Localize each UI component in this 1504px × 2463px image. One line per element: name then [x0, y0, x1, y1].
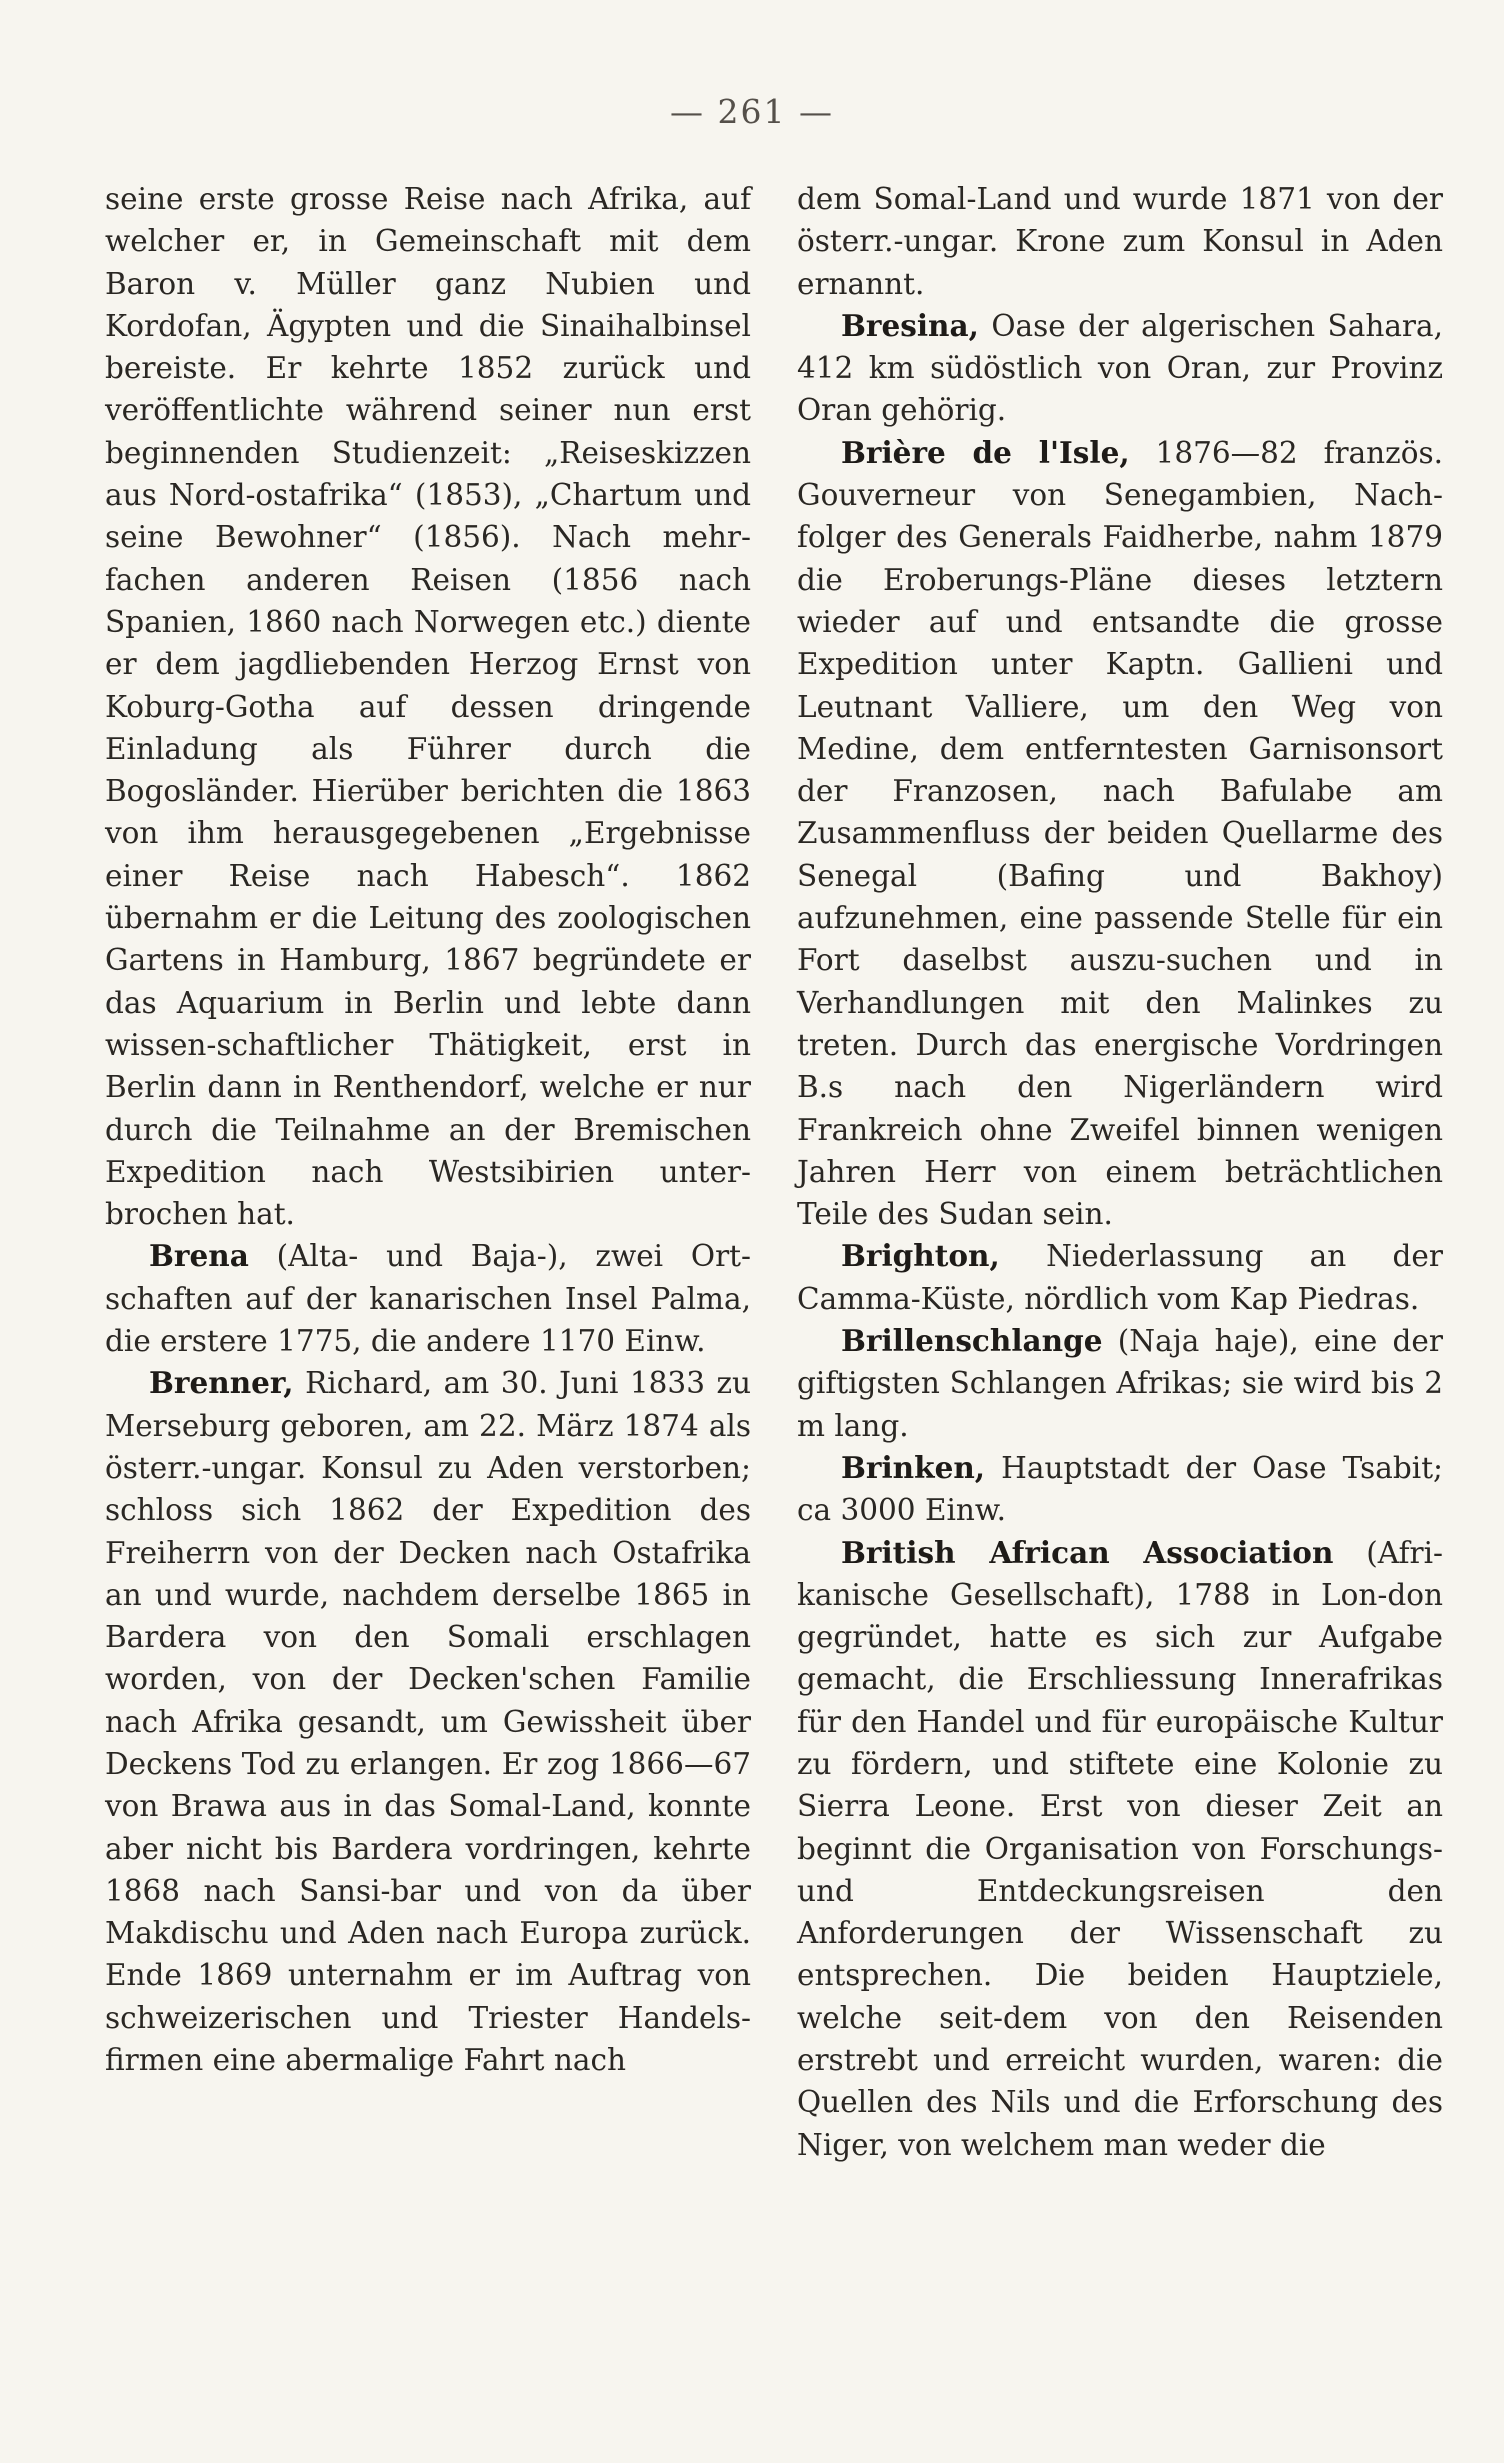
entry-headword: Bresina, [841, 307, 979, 343]
entry-text: (Afri-kanische Gesellschaft), 1788 in Lon-don gegründet, hatte es sich zur Aufgabe gemacht, die Erschliessung Innerafrikas für den Handel und für europäische Kultur zu fördern, und stiftete eine Kolonie zu Sierra Leone. Erst von dieser Zeit an beginnt die Organisation von Forschungs- und Entdeckungsreisen den Anforderungen der Wissenschaft zu entsprechen. Die beiden Hauptziele, welche seit-dem von den Reisenden erstrebt und erreicht wurden, waren: die Quellen des Nils und die Erforschung des Niger, von welchem man weder die [797, 1535, 1443, 2162]
entry-text: 1876—82 französ. Gouverneur von Senegambien, Nach-folger des Generals Faidherbe, nahm 1879 die Eroberungs-Pläne dieses letztern wieder auf und entsandte die grosse Expedition unter Kaptn. Gallieni und Leutnant Valliere, um den Weg von Medine, dem entferntesten Garnisonsort der Franzosen, nach Bafulabe am Zusammenfluss der beiden Quellarme des Senegal (Bafing und Bakhoy) aufzunehmen, eine passende Stelle für ein Fort daselbst auszu-suchen und in Verhandlungen mit den Malinkes zu treten. Durch das energische Vordringen B.s nach den Nigerländern wird Frankreich ohne Zweifel binnen wenigen Jahren Herr von einem beträchtlichen Teile des Sudan sein. [797, 435, 1444, 1232]
page-number: — 261 — [670, 92, 834, 131]
left-column [105, 178, 751, 2081]
continued-paragraph: dem Somal-Land und wurde 1871 von der österr.-ungar. Krone zum Konsul in Aden ernannt. [797, 182, 1443, 301]
entry-text: Hauptstadt der Oase Tsabit; ca 3000 Einw. [797, 1450, 1443, 1528]
dictionary-entry-brighton [797, 1235, 1443, 1320]
entry-text: Richard, am 30. Juni 1833 zu Merseburg geboren, am 22. März 1874 als österr.-ungar. Konsul zu Aden verstorben; schloss sich 1862 der Expedition des Freiherrn von der Decken nach Ostafrika an und wurde, nachdem derselbe 1865 in Bardera von den Somali erschlagen worden, von der Decken'schen Familie nach Afrika gesandt, um Gewissheit über Deckens Tod zu erlangen. Er zog 1866—67 von Brawa aus in das Somal-Land, konnte aber nicht bis Bardera vordringen, kehrte 1868 nach Sansi-bar und von da über Makdischu und Aden nach Europa zurück. Ende 1869 unternahm er im Auftrag von schweizerischen und Triester Handels-firmen eine abermalige Fahrt nach [105, 1366, 751, 2078]
entry-text: Niederlassung an der Camma-Küste, nördlich vom Kap Piedras. [797, 1239, 1443, 1316]
entry-headword: Brighton, [841, 1238, 1000, 1274]
dictionary-entry-bresina [797, 305, 1443, 432]
entry-text: (Naja haje), eine der giftigsten Schlangen Afrikas; sie wird bis 2 m lang. [797, 1324, 1443, 1443]
entry-headword: British African Association [841, 1534, 1334, 1570]
entry-text: (Alta- und Baja-), zwei Ort-schaften auf der kanarischen Insel Palma, die erstere 1775, die andere 1170 Einw. [105, 1239, 751, 1359]
entry-headword: Brière de l'Isle, [841, 434, 1130, 470]
entry-headword: Brinken, [841, 1449, 986, 1485]
right-column [797, 178, 1443, 2166]
dictionary-entry-british-african-association [797, 1532, 1443, 2166]
dictionary-entry-brena [105, 1235, 751, 1362]
entry-headword: Brena [149, 1238, 249, 1274]
dictionary-entry-brinken [797, 1447, 1443, 1532]
dictionary-entry-brenner [105, 1362, 751, 2081]
continued-paragraph: seine erste grosse Reise nach Afrika, auf welcher er, in Gemeinschaft mit dem Baron v. Müller ganz Nubien und Kordofan, Ägypten und die Sinaihalbinsel bereiste. Er kehrte 1852 zurück und veröffentlichte während seiner nun erst beginnenden Studienzeit: „Reiseskizzen aus Nord-ostafrika“ (1853), „Chartum und seine Bewohner“ (1856). Nach mehr-fachen anderen Reisen (1856 nach Spanien, 1860 nach Norwegen etc.) diente er dem jagdliebenden Herzog Ernst von Koburg-Gotha auf dessen dringende Einladung als Führer durch die Bogosländer. Hierüber berichten die 1863 von ihm herausgegebenen „Ergebnisse einer Reise nach Habesch“. 1862 übernahm er die Leitung des zoologischen Gartens in Hamburg, 1867 begründete er das Aquarium in Berlin und lebte dann wissen-schaftlicher Thätigkeit, erst in Berlin dann in Renthendorf, welche er nur durch die Teilnahme an der Bremischen Expedition nach Westsibirien unter-brochen hat. [105, 182, 751, 1232]
entry-headword: Brillenschlange [841, 1323, 1103, 1359]
entry-text: Oase der algerischen Sahara, 412 km südöstlich von Oran, zur Provinz Oran gehörig. [797, 308, 1443, 428]
dictionary-entry-brillenschlange [797, 1320, 1443, 1447]
entry-headword: Brenner, [149, 1365, 294, 1401]
dictionary-entry-briere-de-lisle [797, 432, 1443, 1236]
